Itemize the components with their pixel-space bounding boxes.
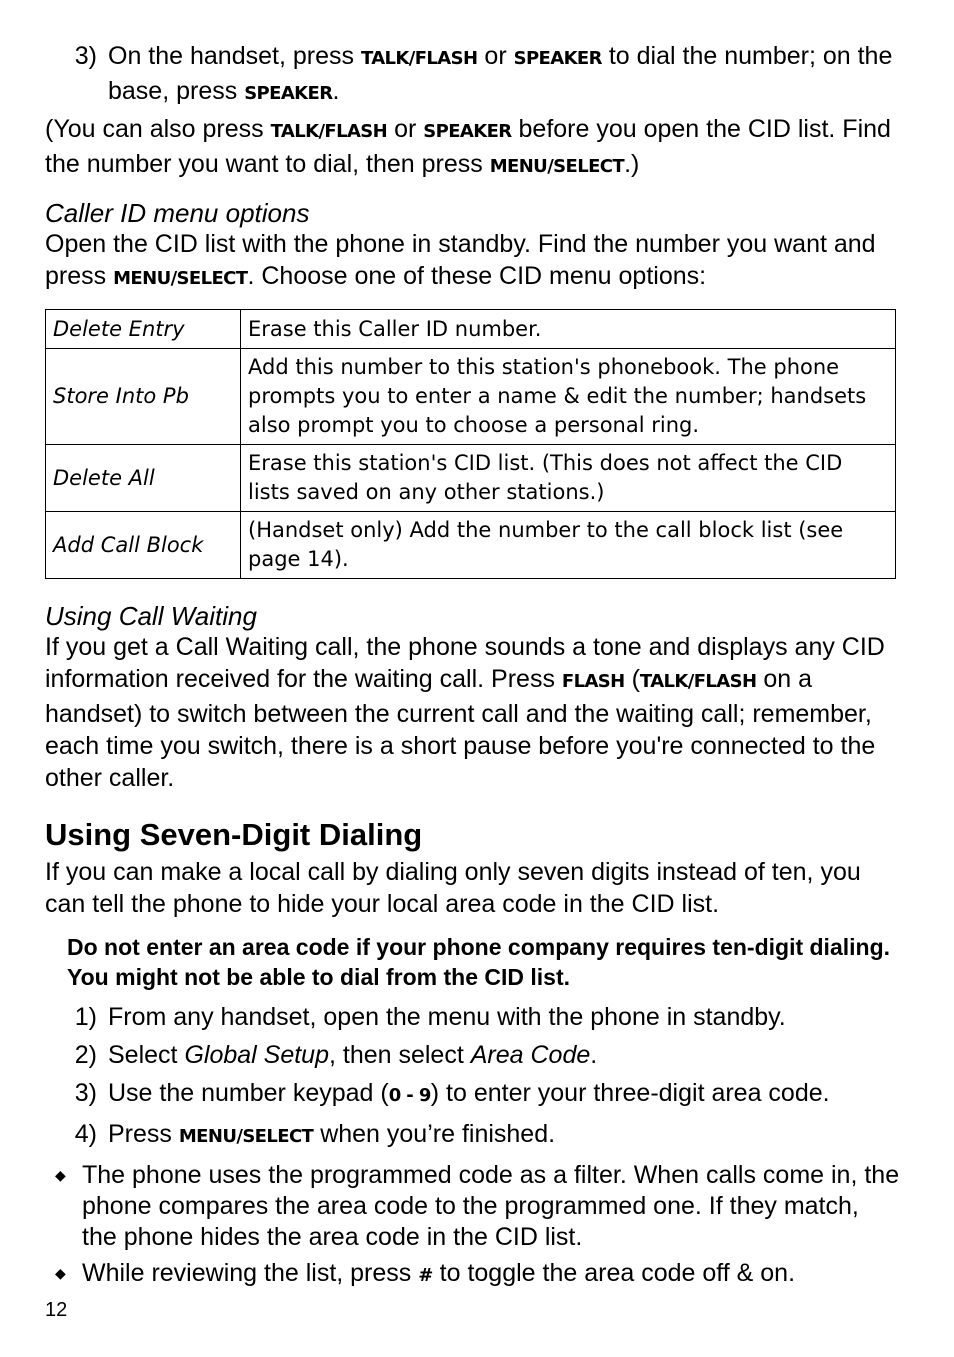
text-run: .): [624, 150, 640, 178]
option-description: Add this number to this station's phonebook. The phone prompts you to enter a name & edit the number; handsets also prompt you to choose a personal ring.: [241, 349, 896, 445]
step-2: [45, 1036, 900, 1074]
step-1: [45, 998, 900, 1036]
key-flash: FLASH: [561, 671, 625, 692]
step-3-dial: [45, 40, 900, 110]
seven-digit-heading: Using Seven-Digit Dialing: [45, 817, 423, 852]
area-code-steps: [45, 998, 900, 1156]
text-run: On the handset, press: [108, 42, 361, 70]
text-run: , then select: [328, 1041, 471, 1069]
caller-id-menu-intro: [45, 228, 900, 295]
diamond-bullet-icon: ◆: [55, 1167, 66, 1183]
text-run: (You can also press: [45, 115, 271, 143]
key-speaker: SPEAKER: [423, 121, 512, 142]
bullet-text: The phone uses the programmed code as a filter. When calls come in, the phone compares the area code to the programmed one. If they match, the phone hides the area code in the CID list.: [82, 1161, 900, 1251]
key-talk-flash: TALK/FLASH: [360, 48, 478, 69]
key-speaker: SPEAKER: [244, 83, 333, 104]
step-number: 1): [74, 1003, 97, 1031]
key-speaker: SPEAKER: [513, 48, 602, 69]
text-run: ) to enter your three-digit area code.: [430, 1079, 830, 1107]
option-description: Erase this station's CID list. (This does not affect the CID lists saved on any other stations.): [241, 445, 896, 512]
text-run: Press: [108, 1120, 179, 1148]
ten-digit-warning: Do not enter an area code if your phone company requires ten-digit dialing. You might not be able to dial from the CID list.: [67, 934, 891, 990]
table-row: [46, 512, 896, 579]
key-talk-flash: TALK/FLASH: [639, 671, 757, 692]
text-run: when you’re finished.: [313, 1120, 556, 1148]
menu-name-area-code: Area Code: [470, 1041, 591, 1069]
text-run: or: [477, 42, 514, 70]
table-row: [46, 445, 896, 512]
step-text: [97, 1115, 555, 1156]
text-run: to dial the number; on the base, press: [108, 42, 893, 105]
step-number: 4): [74, 1120, 97, 1148]
option-description: (Handset only) Add the number to the call block list (see page 14).: [241, 512, 896, 579]
step-4: [45, 1115, 900, 1156]
step-number: 2): [74, 1041, 97, 1069]
seven-digit-intro: If you can make a local call by dialing only seven digits instead of ten, you can tell the phone to hide your local area code in the CID list.: [45, 858, 861, 918]
bullet-item: [45, 1160, 900, 1253]
step-number: 3): [74, 42, 97, 70]
table-row: [46, 310, 896, 349]
text-run: Select: [108, 1041, 185, 1069]
table-row: [46, 349, 896, 445]
text-run: Open the CID list with the phone in standby. Find the number you want and press: [45, 230, 876, 290]
step-3: [45, 1074, 900, 1115]
key-menu-select: MENU/SELECT: [113, 268, 248, 289]
step-text: [97, 1074, 830, 1115]
step-text: [97, 40, 900, 110]
text-run: .: [590, 1041, 598, 1069]
bullet-text: [82, 1258, 795, 1291]
option-description: Erase this Caller ID number.: [241, 310, 896, 349]
text-run: (: [624, 665, 640, 693]
step-text: From any handset, open the menu with the phone in standby.: [108, 1003, 786, 1031]
step-text: [97, 1036, 597, 1074]
page-number: 12: [45, 1299, 68, 1321]
cid-options-table: [45, 309, 896, 579]
text-run: before you open the CID list. Find the number you want to dial, then press: [45, 115, 891, 178]
key-talk-flash: TALK/FLASH: [270, 121, 388, 142]
option-name: Store Into Pb: [46, 349, 241, 445]
text-run: or: [387, 115, 424, 143]
diamond-bullet-icon: ◆: [55, 1265, 66, 1281]
manual-page: [45, 40, 900, 1291]
text-run: .: [332, 77, 340, 105]
option-name: Add Call Block: [46, 512, 241, 579]
text-run: If you get a Call Waiting call, the phone sounds a tone and displays any CID information received for the waiting call. Press: [45, 633, 885, 693]
call-waiting-heading: Using Call Waiting: [45, 601, 257, 631]
bullet-item: [45, 1258, 900, 1291]
key-menu-select: MENU/SELECT: [178, 1126, 314, 1147]
option-name: Delete Entry: [46, 310, 241, 349]
caller-id-menu-heading: Caller ID menu options: [45, 198, 310, 228]
step-number: 3): [74, 1079, 97, 1107]
menu-name-global-setup: Global Setup: [184, 1041, 329, 1069]
text-run: Use the number keypad (: [108, 1079, 389, 1107]
option-name: Delete All: [46, 445, 241, 512]
text-run: to toggle the area code off & on.: [432, 1259, 796, 1287]
also-press-note: [45, 113, 900, 183]
text-run: While reviewing the list, press: [82, 1259, 419, 1287]
key-menu-select: MENU/SELECT: [489, 156, 625, 177]
call-waiting-text: [45, 631, 900, 794]
text-run: on a handset) to switch between the current call and the waiting call; remember, each time you switch, there is a short pause before you're connected to the other caller.: [45, 665, 876, 792]
text-run: . Choose one of these CID menu options:: [247, 262, 707, 290]
key-pound: #: [418, 1265, 433, 1286]
key-digits: 0 - 9: [388, 1085, 431, 1106]
